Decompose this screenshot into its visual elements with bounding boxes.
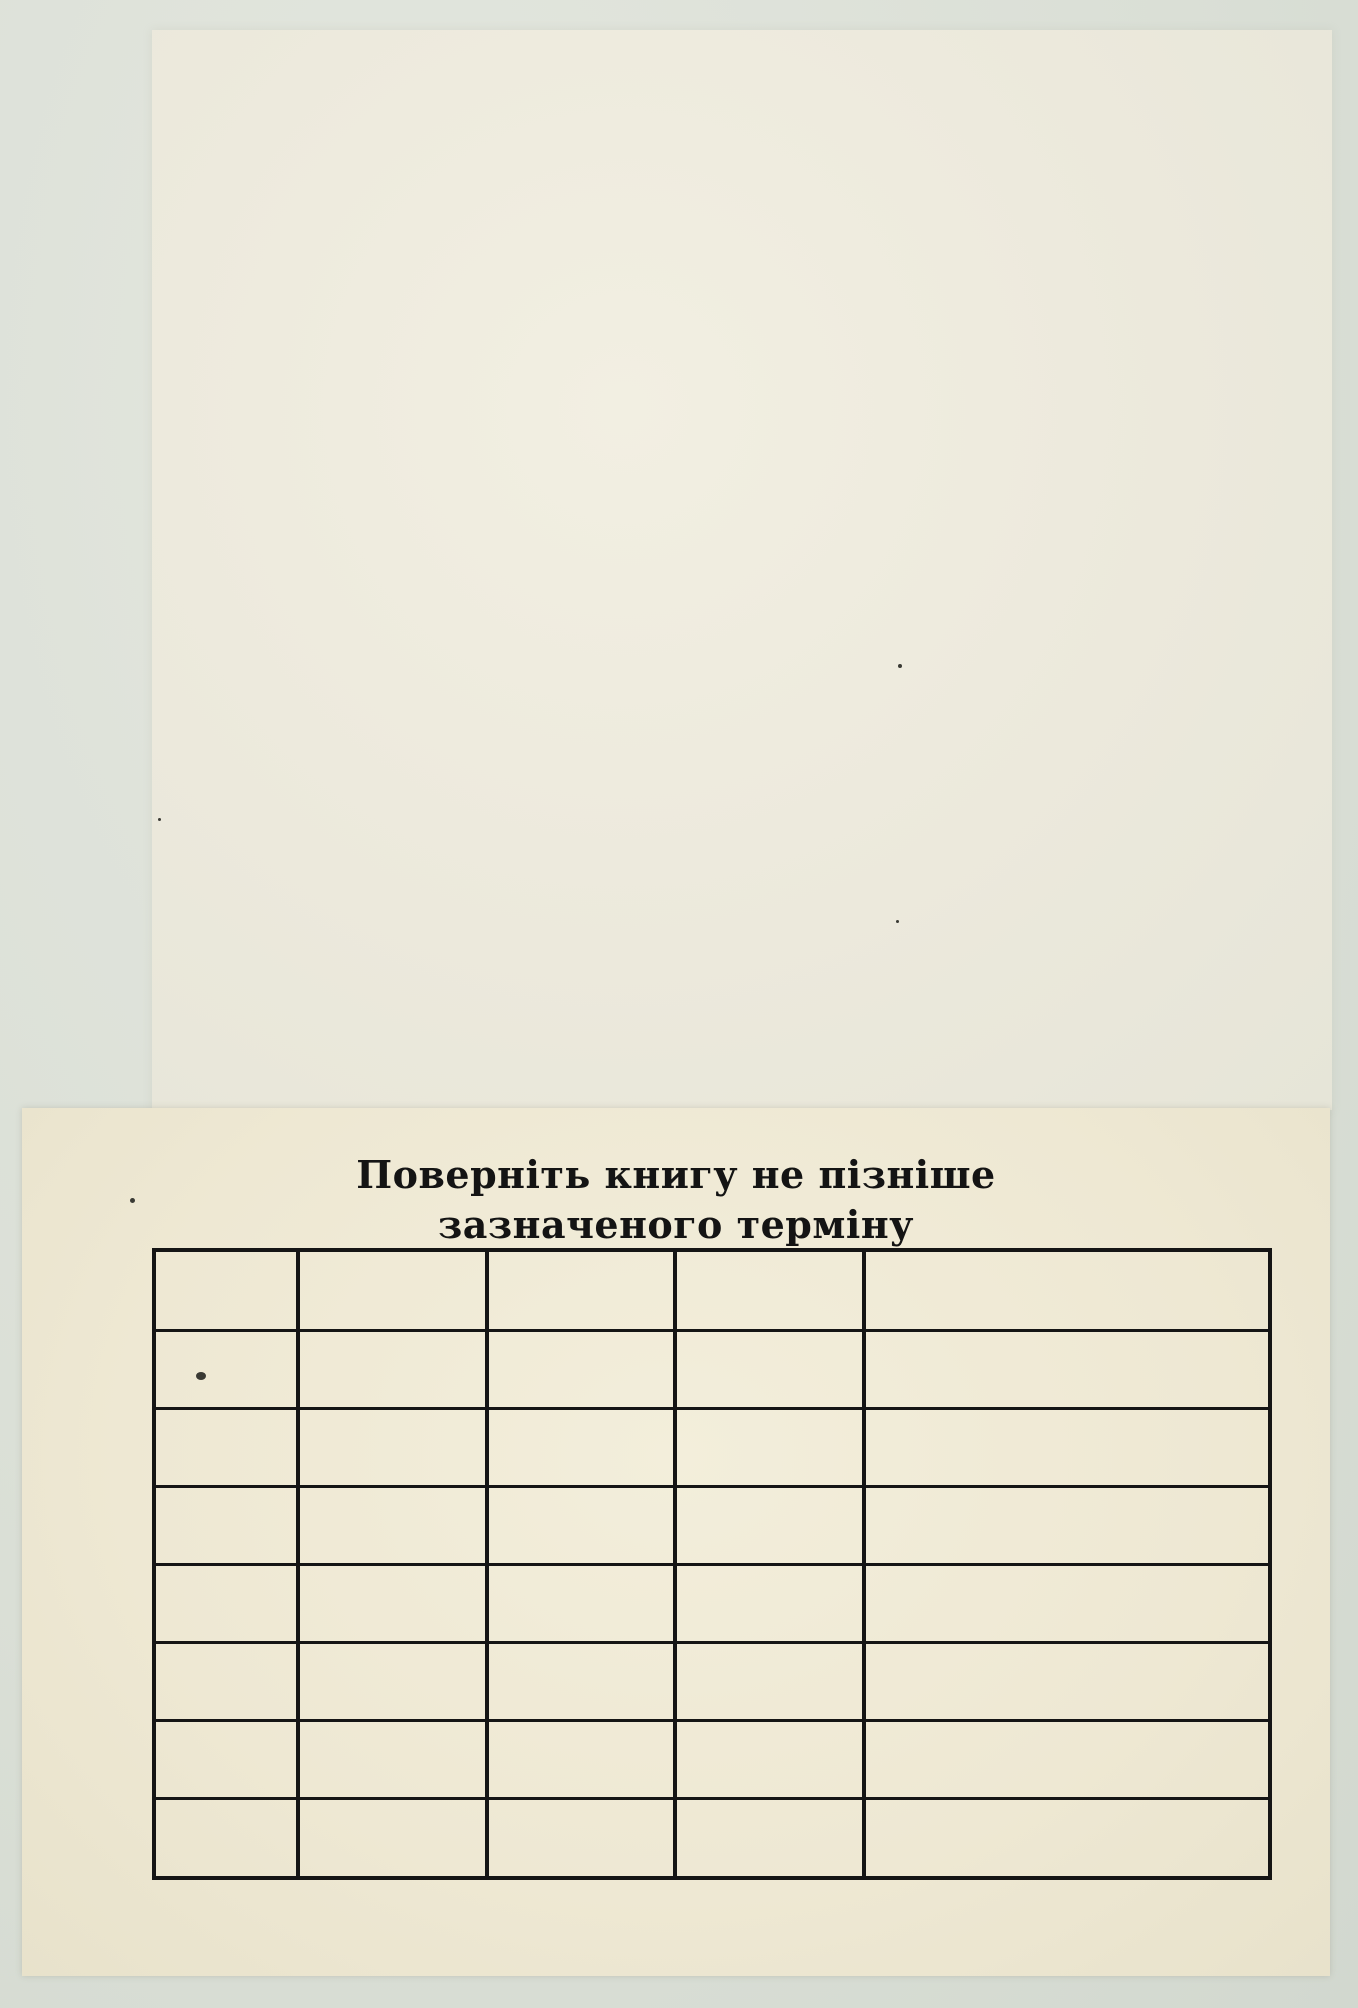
due-date-cell <box>675 1252 864 1330</box>
due-date-cell <box>156 1486 298 1564</box>
due-date-cell <box>675 1720 864 1798</box>
due-date-cell <box>156 1330 298 1408</box>
paper-speck <box>898 664 902 668</box>
due-date-cell <box>864 1720 1268 1798</box>
due-date-cell <box>298 1720 487 1798</box>
due-date-cell <box>864 1798 1268 1876</box>
ink-blot <box>196 1372 206 1380</box>
due-date-cell <box>864 1408 1268 1486</box>
due-date-cell <box>298 1798 487 1876</box>
due-date-cell <box>487 1798 675 1876</box>
due-date-cell <box>298 1642 487 1720</box>
due-date-cell <box>298 1330 487 1408</box>
endpaper-sheet <box>152 30 1332 1110</box>
due-date-cell <box>156 1564 298 1642</box>
due-date-cell <box>156 1642 298 1720</box>
due-date-cell <box>675 1642 864 1720</box>
due-date-cell <box>675 1408 864 1486</box>
due-date-cell <box>298 1408 487 1486</box>
due-date-cell <box>487 1720 675 1798</box>
paper-speck <box>158 818 161 821</box>
due-date-cell <box>864 1252 1268 1330</box>
due-date-cell <box>156 1408 298 1486</box>
due-date-cell <box>487 1408 675 1486</box>
due-date-cell <box>864 1486 1268 1564</box>
due-date-cell <box>864 1564 1268 1642</box>
slip-title <box>22 1150 1330 1250</box>
slip-title-line-2: зазначеного терміну <box>438 1202 914 1247</box>
due-date-cell <box>487 1642 675 1720</box>
due-date-cell <box>298 1564 487 1642</box>
due-date-cell <box>156 1252 298 1330</box>
due-date-cell <box>156 1798 298 1876</box>
due-date-cell <box>864 1330 1268 1408</box>
due-date-cell <box>298 1486 487 1564</box>
due-date-cell <box>675 1486 864 1564</box>
due-date-cell <box>675 1330 864 1408</box>
slip-title-line-1: Поверніть книгу не пізніше <box>356 1152 996 1197</box>
due-date-slip <box>22 1108 1330 1976</box>
due-date-cell <box>487 1486 675 1564</box>
due-date-cell <box>487 1330 675 1408</box>
due-date-cell <box>864 1642 1268 1720</box>
due-date-cell <box>675 1564 864 1642</box>
due-date-ledger-grid <box>152 1248 1272 1880</box>
due-date-cell <box>487 1564 675 1642</box>
due-date-cell <box>675 1798 864 1876</box>
paper-speck <box>130 1198 135 1203</box>
due-date-cell <box>156 1720 298 1798</box>
paper-speck <box>896 920 899 923</box>
due-date-cell <box>487 1252 675 1330</box>
due-date-cell <box>298 1252 487 1330</box>
